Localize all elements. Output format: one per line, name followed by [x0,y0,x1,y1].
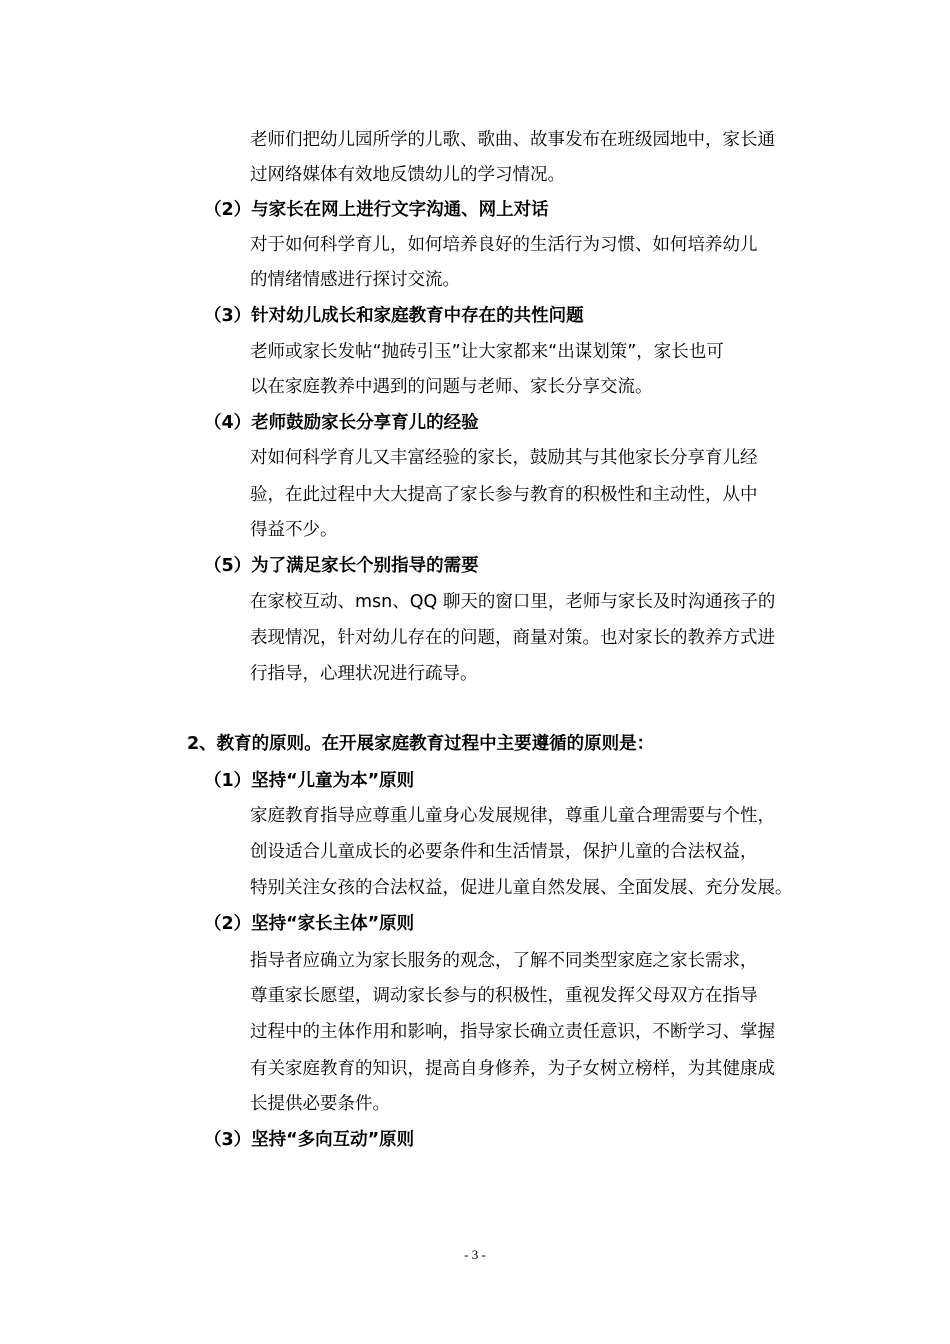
body-line: 以在家庭教养中遇到的问题与老师、家长分享交流。 [250,377,653,397]
body-line: 长提供必要条件。 [250,1094,390,1114]
subheading: （5）为了满足家长个别指导的需要 [204,556,479,576]
body-line: 指导者应确立为家长服务的观念，了解不同类型家庭之家长需求， [250,951,758,971]
subheading: （3）坚持“多向互动”原则 [204,1130,415,1150]
subheading: （2）与家长在网上进行文字沟通、网上对话 [204,200,549,220]
section-heading: 2、教育的原则。在开展家庭教育过程中主要遵循的原则是： [187,734,655,754]
body-line: 对于如何科学育儿，如何培养良好的生活行为习惯、如何培养幼儿 [250,235,758,255]
body-line: 的情绪情感进行探讨交流。 [250,270,460,290]
body-line: 家庭教育指导应尊重儿童身心发展规律，尊重儿童合理需要与个性， [250,806,775,826]
subheading: （2）坚持“家长主体”原则 [204,914,415,934]
subheading: （1）坚持“儿童为本”原则 [204,771,415,791]
body-line: 对如何科学育儿又丰富经验的家长，鼓励其与其他家长分享育儿经 [250,448,758,468]
body-line: 过网络媒体有效地反馈幼儿的学习情况。 [250,165,565,185]
body-line: 验，在此过程中大大提高了家长参与教育的积极性和主动性，从中 [250,485,758,505]
body-line: 在家校互动、msn、QQ 聊天的窗口里，老师与家长及时沟通孩子的 [250,592,776,612]
body-line: 有关家庭教育的知识，提高自身修养，为子女树立榜样，为其健康成 [250,1059,775,1079]
body-line: 创设适合儿童成长的必要条件和生活情景，保护儿童的合法权益， [250,842,758,862]
body-line: 老师或家长发帖“抛砖引玉”让大家都来“出谋划策”，家长也可 [250,342,724,362]
page-number: - 3 - [464,1247,486,1262]
subheading: （3）针对幼儿成长和家庭教育中存在的共性问题 [204,306,584,326]
body-line: 老师们把幼儿园所学的儿歌、歌曲、故事发布在班级园地中，家长通 [250,130,775,150]
body-line: 表现情况，针对幼儿存在的问题，商量对策。也对家长的教养方式进 [250,628,775,648]
body-line: 特别关注女孩的合法权益，促进儿童自然发展、全面发展、充分发展。 [250,878,793,898]
body-line: 尊重家长愿望，调动家长参与的积极性，重视发挥父母双方在指导 [250,986,758,1006]
body-line: 得益不少。 [250,520,338,540]
body-line: 过程中的主体作用和影响，指导家长确立责任意识，不断学习、掌握 [250,1022,775,1042]
subheading: （4）老师鼓励家长分享育儿的经验 [204,413,479,433]
body-line: 行指导，心理状况进行疏导。 [250,664,478,684]
